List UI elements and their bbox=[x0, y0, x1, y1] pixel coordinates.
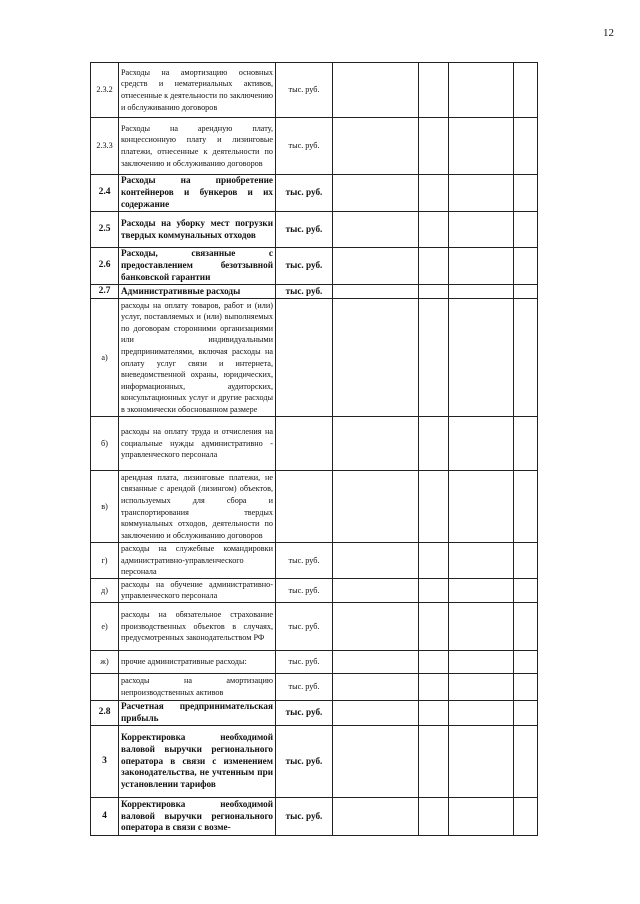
value-cell bbox=[419, 543, 449, 579]
value-cell bbox=[514, 673, 538, 700]
value-cell bbox=[333, 248, 419, 285]
value-cell bbox=[333, 471, 419, 543]
row-unit-cell: тыс. руб. bbox=[276, 797, 333, 835]
row-unit-cell: тыс. руб. bbox=[276, 602, 333, 650]
value-cell bbox=[449, 63, 514, 118]
value-cell bbox=[333, 118, 419, 175]
row-number-cell: 2.3.2 bbox=[91, 63, 119, 118]
row-unit-cell bbox=[276, 471, 333, 543]
value-cell bbox=[449, 650, 514, 673]
table-row bbox=[91, 543, 538, 579]
table-row bbox=[91, 471, 538, 543]
row-number-cell: г) bbox=[91, 543, 119, 579]
row-number-cell: в) bbox=[91, 471, 119, 543]
row-number-cell: д) bbox=[91, 578, 119, 602]
table-row bbox=[91, 248, 538, 285]
value-cell bbox=[419, 602, 449, 650]
table-row bbox=[91, 578, 538, 602]
value-cell bbox=[514, 602, 538, 650]
value-cell bbox=[333, 797, 419, 835]
row-unit-cell: тыс. руб. bbox=[276, 63, 333, 118]
row-description-cell: Административные расходы bbox=[119, 285, 276, 299]
row-description-cell: Корректировка необходимой валовой выручки регионального оператора в связи с возме- bbox=[119, 797, 276, 835]
value-cell bbox=[514, 650, 538, 673]
value-cell bbox=[514, 471, 538, 543]
value-cell bbox=[449, 471, 514, 543]
row-number-cell: б) bbox=[91, 417, 119, 471]
row-unit-cell: тыс. руб. bbox=[276, 248, 333, 285]
value-cell bbox=[449, 725, 514, 797]
value-cell bbox=[514, 797, 538, 835]
value-cell bbox=[419, 248, 449, 285]
value-cell bbox=[419, 285, 449, 299]
value-cell bbox=[419, 63, 449, 118]
value-cell bbox=[514, 212, 538, 248]
value-cell bbox=[449, 175, 514, 212]
row-number-cell: е) bbox=[91, 602, 119, 650]
value-cell bbox=[333, 212, 419, 248]
table-row bbox=[91, 725, 538, 797]
row-number-cell: 3 bbox=[91, 725, 119, 797]
table-row bbox=[91, 118, 538, 175]
row-description-cell: Расходы на амортизацию основных средств и нематериальных активов, отнесенные к деятельности по заключению и обслуживанию договоров bbox=[119, 63, 276, 118]
row-unit-cell: тыс. руб. bbox=[276, 700, 333, 725]
row-number-cell: 4 bbox=[91, 797, 119, 835]
value-cell bbox=[333, 725, 419, 797]
value-cell bbox=[419, 650, 449, 673]
row-unit-cell bbox=[276, 299, 333, 417]
row-unit-cell: тыс. руб. bbox=[276, 578, 333, 602]
table-row bbox=[91, 602, 538, 650]
table-row bbox=[91, 212, 538, 248]
row-description-cell: расходы на амортизацию непроизводственных активов bbox=[119, 673, 276, 700]
row-description-cell: расходы на обязательное страхование производственных объектов в случаях, предусмотренных законодательством РФ bbox=[119, 602, 276, 650]
row-number-cell: ж) bbox=[91, 650, 119, 673]
row-description-cell: расходы на оплату товаров, работ и (или) услуг, поставляемых и (или) выполняемых по договорам сторонними организациями или индивидуальными предпринимателями, включая расходы на оплату услуг связи и интернета, вневедомственной охраны, юридических, информационных, аудиторских, консультационных услуг и другие расходы в экономически обоснованном размере bbox=[119, 299, 276, 417]
value-cell bbox=[333, 543, 419, 579]
row-number-cell: 2.3.3 bbox=[91, 118, 119, 175]
value-cell bbox=[449, 602, 514, 650]
value-cell bbox=[333, 175, 419, 212]
row-number-cell: 2.8 bbox=[91, 700, 119, 725]
value-cell bbox=[514, 578, 538, 602]
row-number-cell: 2.7 bbox=[91, 285, 119, 299]
value-cell bbox=[449, 417, 514, 471]
value-cell bbox=[449, 673, 514, 700]
value-cell bbox=[419, 797, 449, 835]
row-description-cell: прочие административные расходы: bbox=[119, 650, 276, 673]
table-row bbox=[91, 417, 538, 471]
row-description-cell: расходы на служебные командировки административно-управленческого персонала bbox=[119, 543, 276, 579]
row-description-cell: Расходы на приобретение контейнеров и бункеров и их содержание bbox=[119, 175, 276, 212]
value-cell bbox=[333, 417, 419, 471]
value-cell bbox=[419, 700, 449, 725]
value-cell bbox=[514, 285, 538, 299]
value-cell bbox=[514, 299, 538, 417]
row-unit-cell: тыс. руб. bbox=[276, 118, 333, 175]
expense-table bbox=[90, 62, 538, 836]
value-cell bbox=[449, 285, 514, 299]
table-row bbox=[91, 299, 538, 417]
table-row bbox=[91, 285, 538, 299]
row-unit-cell: тыс. руб. bbox=[276, 725, 333, 797]
value-cell bbox=[333, 650, 419, 673]
row-unit-cell bbox=[276, 417, 333, 471]
value-cell bbox=[333, 673, 419, 700]
value-cell bbox=[419, 417, 449, 471]
value-cell bbox=[514, 543, 538, 579]
row-unit-cell: тыс. руб. bbox=[276, 212, 333, 248]
value-cell bbox=[449, 118, 514, 175]
row-description-cell: Расчетная предпринимательская прибыль bbox=[119, 700, 276, 725]
row-description-cell: Расходы на уборку мест погрузки твердых коммунальных отходов bbox=[119, 212, 276, 248]
value-cell bbox=[333, 602, 419, 650]
value-cell bbox=[419, 578, 449, 602]
row-number-cell: 2.5 bbox=[91, 212, 119, 248]
value-cell bbox=[333, 63, 419, 118]
row-number-cell bbox=[91, 673, 119, 700]
value-cell bbox=[514, 175, 538, 212]
value-cell bbox=[333, 578, 419, 602]
row-unit-cell: тыс. руб. bbox=[276, 543, 333, 579]
row-unit-cell: тыс. руб. bbox=[276, 673, 333, 700]
value-cell bbox=[514, 700, 538, 725]
row-number-cell: 2.6 bbox=[91, 248, 119, 285]
value-cell bbox=[419, 673, 449, 700]
row-description-cell: расходы на оплату труда и отчисления на социальные нужды административно - управленческого персонала bbox=[119, 417, 276, 471]
row-description-cell: Расходы, связанные с предоставлением безотзывной банковской гарантии bbox=[119, 248, 276, 285]
row-unit-cell: тыс. руб. bbox=[276, 285, 333, 299]
value-cell bbox=[514, 63, 538, 118]
value-cell bbox=[514, 118, 538, 175]
value-cell bbox=[449, 248, 514, 285]
value-cell bbox=[449, 700, 514, 725]
value-cell bbox=[449, 212, 514, 248]
row-number-cell: 2.4 bbox=[91, 175, 119, 212]
table-row bbox=[91, 700, 538, 725]
value-cell bbox=[333, 285, 419, 299]
value-cell bbox=[419, 725, 449, 797]
value-cell bbox=[514, 248, 538, 285]
row-description-cell: расходы на обучение административно-управленческого персонала bbox=[119, 578, 276, 602]
value-cell bbox=[419, 471, 449, 543]
value-cell bbox=[333, 700, 419, 725]
table-row bbox=[91, 650, 538, 673]
row-number-cell: а) bbox=[91, 299, 119, 417]
row-description-cell: Расходы на арендную плату, концессионную плату и лизинговые платежи, отнесенные к деятельности по заключению и обслуживанию договоров bbox=[119, 118, 276, 175]
row-description-cell: Корректировка необходимой валовой выручки регионального оператора в связи с изменением законодательства, не учтенным при установлении тарифов bbox=[119, 725, 276, 797]
table-row bbox=[91, 63, 538, 118]
value-cell bbox=[333, 299, 419, 417]
value-cell bbox=[419, 175, 449, 212]
value-cell bbox=[419, 212, 449, 248]
page-number: 12 bbox=[603, 27, 614, 39]
row-description-cell: арендная плата, лизинговые платежи, не связанные с арендой (лизингом) объектов, используемых для сбора и транспортирования твердых коммунальных отходов, деятельности по заключению и обслуживанию договоров bbox=[119, 471, 276, 543]
value-cell bbox=[514, 417, 538, 471]
table-row bbox=[91, 797, 538, 835]
value-cell bbox=[449, 578, 514, 602]
row-unit-cell: тыс. руб. bbox=[276, 175, 333, 212]
table-row bbox=[91, 175, 538, 212]
value-cell bbox=[449, 543, 514, 579]
value-cell bbox=[449, 299, 514, 417]
value-cell bbox=[449, 797, 514, 835]
value-cell bbox=[419, 299, 449, 417]
value-cell bbox=[419, 118, 449, 175]
value-cell bbox=[514, 725, 538, 797]
table-row bbox=[91, 673, 538, 700]
row-unit-cell: тыс. руб. bbox=[276, 650, 333, 673]
